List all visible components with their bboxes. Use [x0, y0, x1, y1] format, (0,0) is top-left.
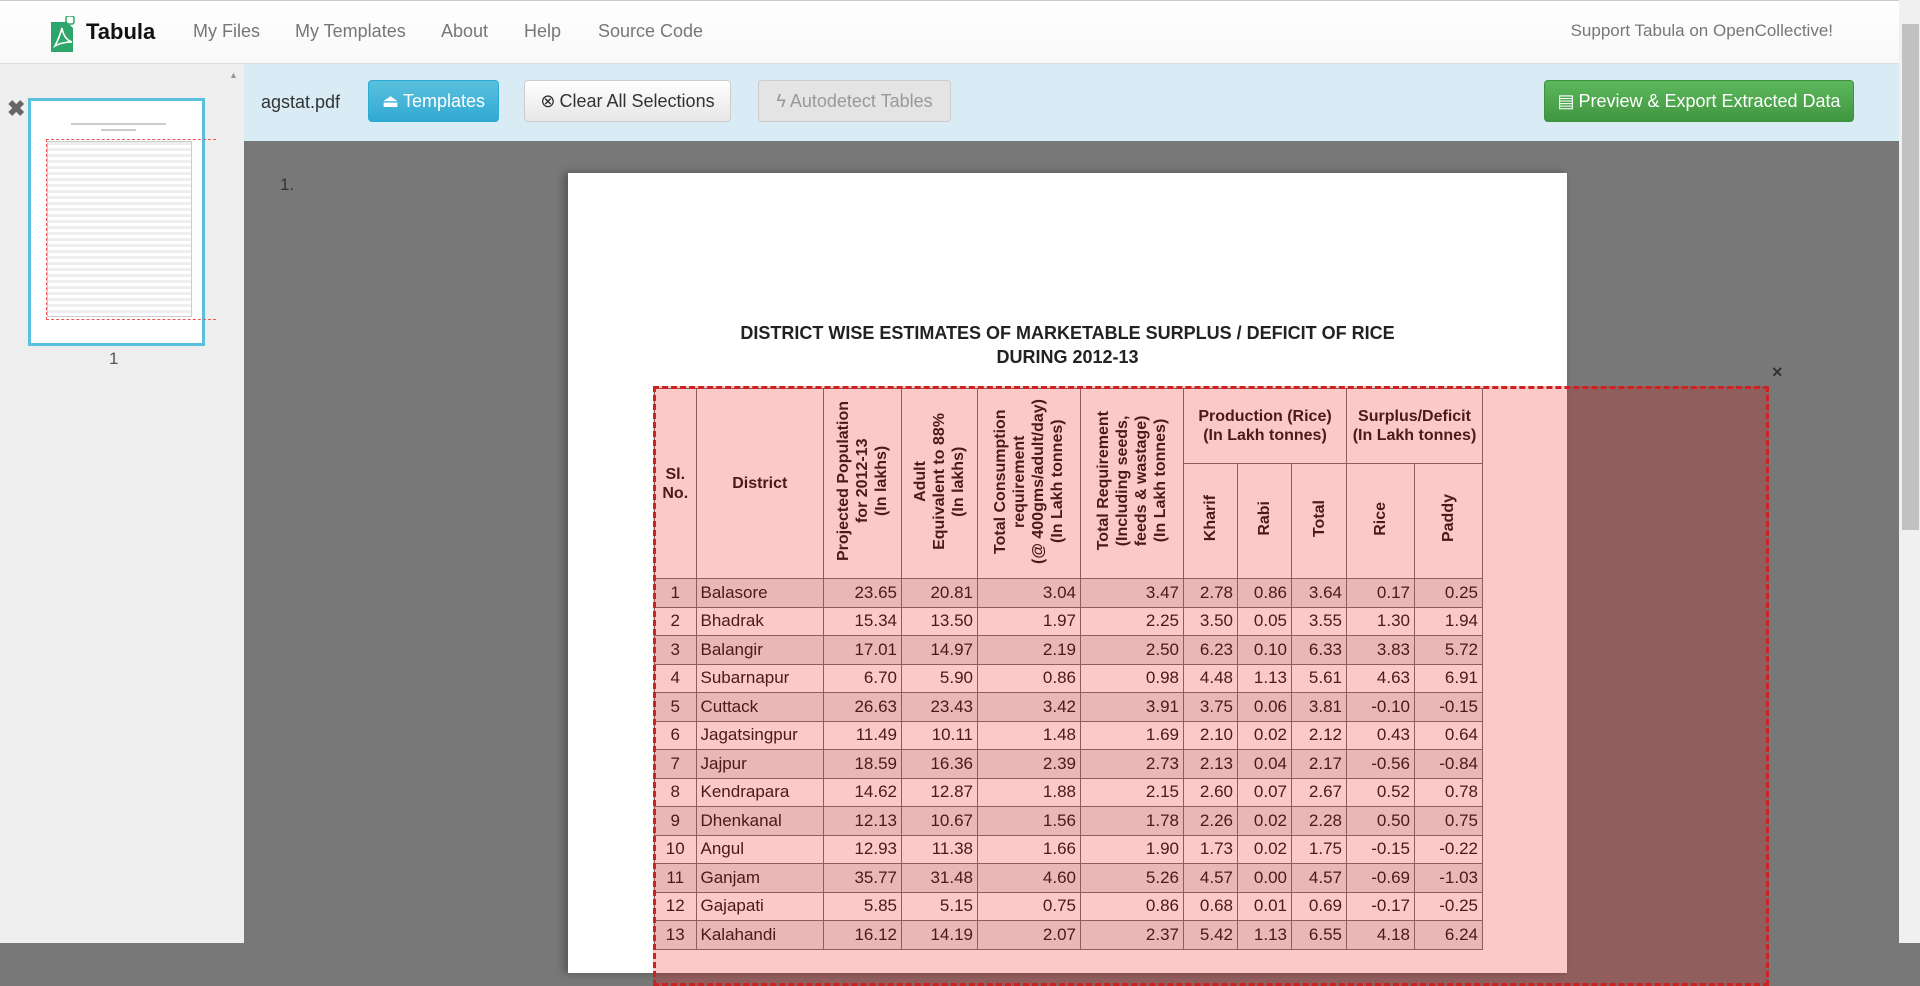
- table-cell: 4.60: [978, 864, 1081, 893]
- table-cell: 4.57: [1292, 864, 1347, 893]
- table-cell: 6.91: [1415, 664, 1483, 693]
- table-cell: 1.73: [1184, 835, 1238, 864]
- table-cell: 0.75: [1415, 807, 1483, 836]
- table-cell: 6.23: [1184, 636, 1238, 665]
- table-cell: Dhenkanal: [696, 807, 824, 836]
- table-cell: -0.15: [1347, 835, 1415, 864]
- table-cell: 18.59: [824, 750, 902, 779]
- table-cell: -0.10: [1347, 693, 1415, 722]
- remove-circle-icon: ⊗: [540, 90, 556, 111]
- table-cell: 3.55: [1292, 607, 1347, 636]
- table-cell: 3.81: [1292, 693, 1347, 722]
- export-label: Preview & Export Extracted Data: [1578, 90, 1841, 111]
- table-cell: -1.03: [1415, 864, 1483, 893]
- table-cell: 0.64: [1415, 721, 1483, 750]
- thumb-title: [101, 129, 136, 131]
- table-cell: 4: [655, 664, 697, 693]
- table-cell: 1.78: [1081, 807, 1184, 836]
- flash-icon: ϟ: [776, 90, 786, 111]
- table-selection[interactable]: [653, 386, 1769, 986]
- table-cell: 14.62: [824, 778, 902, 807]
- table-cell: 5.15: [902, 892, 978, 921]
- table-cell: Subarnapur: [696, 664, 824, 693]
- table-cell: 0.10: [1238, 636, 1292, 665]
- table-cell: 9: [655, 807, 697, 836]
- table-cell: 1.48: [978, 721, 1081, 750]
- table-cell: -0.56: [1347, 750, 1415, 779]
- table-cell: 12: [655, 892, 697, 921]
- table-cell: 2.28: [1292, 807, 1347, 836]
- table-cell: 0.86: [978, 664, 1081, 693]
- table-cell: 12.87: [902, 778, 978, 807]
- table-cell: 0.00: [1238, 864, 1292, 893]
- table-cell: 6.55: [1292, 921, 1347, 950]
- table-cell: 0.06: [1238, 693, 1292, 722]
- table-cell: 10.67: [902, 807, 978, 836]
- table-cell: 2.37: [1081, 921, 1184, 950]
- filename: agstat.pdf: [261, 92, 341, 112]
- table-cell: Bhadrak: [696, 607, 824, 636]
- table-cell: 5.72: [1415, 636, 1483, 665]
- table-cell: 0.05: [1238, 607, 1292, 636]
- table-cell: 11.38: [902, 835, 978, 864]
- brand[interactable]: Tabula: [86, 19, 156, 44]
- table-cell: Jagatsingpur: [696, 721, 824, 750]
- table-cell: 2.17: [1292, 750, 1347, 779]
- table-cell: 1.97: [978, 607, 1081, 636]
- nav-about[interactable]: About: [441, 21, 489, 41]
- table-cell: Kalahandi: [696, 921, 824, 950]
- table-cell: 0.02: [1238, 835, 1292, 864]
- header-rabi: Rabi: [1238, 464, 1292, 579]
- table-cell: Kendrapara: [696, 778, 824, 807]
- table-cell: 1: [655, 579, 697, 608]
- table-cell: 0.50: [1347, 807, 1415, 836]
- table-cell: -0.15: [1415, 693, 1483, 722]
- table-cell: 0.07: [1238, 778, 1292, 807]
- clear-label: Clear All Selections: [559, 90, 715, 111]
- thumb-selection: [46, 139, 216, 320]
- table-cell: 0.52: [1347, 778, 1415, 807]
- header-kharif: Kharif: [1184, 464, 1238, 579]
- autodetect-tables-button[interactable]: [758, 80, 951, 122]
- table-cell: 2.73: [1081, 750, 1184, 779]
- table-cell: 2.07: [978, 921, 1081, 950]
- table-cell: 2.10: [1184, 721, 1238, 750]
- table-cell: Balasore: [696, 579, 824, 608]
- table-cell: 3.91: [1081, 693, 1184, 722]
- nav-my-files[interactable]: My Files: [193, 21, 260, 41]
- table-cell: -0.17: [1347, 892, 1415, 921]
- table-cell: 5.61: [1292, 664, 1347, 693]
- close-selection-icon[interactable]: ×: [1772, 362, 1783, 382]
- remove-page-icon[interactable]: ✖: [7, 96, 26, 121]
- support-link[interactable]: Support Tabula on OpenCollective!: [1570, 21, 1833, 40]
- nav-my-templates[interactable]: My Templates: [295, 21, 406, 41]
- table-cell: 4.63: [1347, 664, 1415, 693]
- table-cell: 3.50: [1184, 607, 1238, 636]
- table-cell: 6: [655, 721, 697, 750]
- table-cell: 2.13: [1184, 750, 1238, 779]
- table-cell: 20.81: [902, 579, 978, 608]
- table-cell: 0.68: [1184, 892, 1238, 921]
- tabula-logo-icon[interactable]: [47, 16, 77, 52]
- table-cell: 8: [655, 778, 697, 807]
- table-cell: 4.48: [1184, 664, 1238, 693]
- table-cell: 2.67: [1292, 778, 1347, 807]
- table-cell: 3.83: [1347, 636, 1415, 665]
- header-adult-equivalent: Adult Equivalent to 88% (In lakhs): [902, 389, 978, 579]
- table-cell: 3: [655, 636, 697, 665]
- table-cell: 10.11: [902, 721, 978, 750]
- table-cell: 13: [655, 921, 697, 950]
- header-population: Projected Population for 2012-13 (In lakhs): [824, 389, 902, 579]
- table-cell: 2.19: [978, 636, 1081, 665]
- table-cell: 14.19: [902, 921, 978, 950]
- table-cell: 1.75: [1292, 835, 1347, 864]
- header-consumption: Total Consumption requirement (@ 400gms/adult/day) (In Lakh tonnes): [978, 389, 1081, 579]
- table-cell: 16.12: [824, 921, 902, 950]
- table-cell: 31.48: [902, 864, 978, 893]
- table-cell: 7: [655, 750, 697, 779]
- table-cell: 3.47: [1081, 579, 1184, 608]
- table-cell: 3.04: [978, 579, 1081, 608]
- table-cell: Ganjam: [696, 864, 824, 893]
- table-cell: 2.26: [1184, 807, 1238, 836]
- table-cell: 5.90: [902, 664, 978, 693]
- nav-source-code[interactable]: Source Code: [598, 21, 704, 41]
- table-cell: 2.60: [1184, 778, 1238, 807]
- table-cell: 23.65: [824, 579, 902, 608]
- table-cell: 0.86: [1081, 892, 1184, 921]
- table-cell: 0.02: [1238, 807, 1292, 836]
- table-cell: 1.90: [1081, 835, 1184, 864]
- header-slno: Sl. No.: [655, 389, 697, 579]
- table-cell: Cuttack: [696, 693, 824, 722]
- table-cell: 3.75: [1184, 693, 1238, 722]
- scroll-up-icon[interactable]: ▲: [229, 70, 238, 80]
- header-district: District: [696, 389, 824, 579]
- table-cell: 3.64: [1292, 579, 1347, 608]
- table-cell: 2.12: [1292, 721, 1347, 750]
- table-cell: 1.30: [1347, 607, 1415, 636]
- page-thumbnail[interactable]: [28, 98, 205, 346]
- clear-all-selections-button[interactable]: [524, 80, 731, 122]
- table-cell: 0.25: [1415, 579, 1483, 608]
- table-cell: 0.98: [1081, 664, 1184, 693]
- header-total: Total: [1292, 464, 1347, 579]
- header-surplus: Surplus/Deficit (In Lakh tonnes): [1347, 389, 1483, 464]
- table-cell: 13.50: [902, 607, 978, 636]
- list-icon: ▤: [1557, 90, 1575, 111]
- table-cell: 35.77: [824, 864, 902, 893]
- table-cell: 16.36: [902, 750, 978, 779]
- sidebar-scrollbar[interactable]: [223, 64, 244, 943]
- table-cell: 1.13: [1238, 664, 1292, 693]
- table-cell: 2.25: [1081, 607, 1184, 636]
- table-cell: 6.33: [1292, 636, 1347, 665]
- table-cell: 23.43: [902, 693, 978, 722]
- table-cell: 2.50: [1081, 636, 1184, 665]
- table-cell: 1.69: [1081, 721, 1184, 750]
- thumbnail-page-number: 1: [109, 349, 119, 368]
- page-label: 1.: [280, 175, 295, 194]
- table-cell: 0.75: [978, 892, 1081, 921]
- table-cell: 1.56: [978, 807, 1081, 836]
- table-cell: 12.13: [824, 807, 902, 836]
- table-cell: 4.18: [1347, 921, 1415, 950]
- table-cell: 14.97: [902, 636, 978, 665]
- table-cell: -0.69: [1347, 864, 1415, 893]
- templates-icon: ⏏: [381, 90, 399, 111]
- table-cell: Jajpur: [696, 750, 824, 779]
- table-cell: 2.39: [978, 750, 1081, 779]
- table-cell: 2.78: [1184, 579, 1238, 608]
- header-requirement: Total Requirement (Including seeds, feeds & wastage) (In Lakh tonnes): [1081, 389, 1184, 579]
- table-cell: 0.43: [1347, 721, 1415, 750]
- navbar: [0, 0, 1899, 64]
- table-cell: 26.63: [824, 693, 902, 722]
- table-cell: 17.01: [824, 636, 902, 665]
- table-cell: 0.69: [1292, 892, 1347, 921]
- thumb-title: [71, 123, 166, 125]
- table-cell: -0.25: [1415, 892, 1483, 921]
- table-cell: 10: [655, 835, 697, 864]
- table-cell: 0.17: [1347, 579, 1415, 608]
- nav-help[interactable]: Help: [524, 21, 562, 41]
- table-cell: Angul: [696, 835, 824, 864]
- table-cell: -0.22: [1415, 835, 1483, 864]
- table-cell: Balangir: [696, 636, 824, 665]
- header-paddy: Paddy: [1415, 464, 1483, 579]
- table-cell: 11: [655, 864, 697, 893]
- page-scrollbar-thumb[interactable]: [1902, 24, 1919, 530]
- table-cell: 5.26: [1081, 864, 1184, 893]
- table-cell: 5: [655, 693, 697, 722]
- table-cell: 11.49: [824, 721, 902, 750]
- table-cell: 4.57: [1184, 864, 1238, 893]
- templates-label: Templates: [402, 90, 486, 111]
- table-cell: 5.85: [824, 892, 902, 921]
- table-cell: 0.78: [1415, 778, 1483, 807]
- title-line-1: DISTRICT WISE ESTIMATES OF MARKETABLE SURPLUS / DEFICIT OF RICE: [740, 323, 1395, 343]
- header-rice: Rice: [1347, 464, 1415, 579]
- table-cell: 1.94: [1415, 607, 1483, 636]
- table-cell: 1.88: [978, 778, 1081, 807]
- table-cell: 0.86: [1238, 579, 1292, 608]
- table-cell: Gajapati: [696, 892, 824, 921]
- document-title: [568, 321, 1567, 369]
- table-cell: -0.84: [1415, 750, 1483, 779]
- templates-button[interactable]: [368, 80, 499, 122]
- title-line-2: DURING 2012-13: [996, 347, 1139, 367]
- table-cell: 6.24: [1415, 921, 1483, 950]
- autodetect-label: Autodetect Tables: [789, 90, 933, 111]
- preview-export-button[interactable]: [1544, 80, 1854, 122]
- table-cell: 2: [655, 607, 697, 636]
- table-cell: 12.93: [824, 835, 902, 864]
- table-cell: 0.01: [1238, 892, 1292, 921]
- table-cell: 1.66: [978, 835, 1081, 864]
- table-cell: 15.34: [824, 607, 902, 636]
- table-cell: 3.42: [978, 693, 1081, 722]
- table-cell: 1.13: [1238, 921, 1292, 950]
- table-cell: 2.15: [1081, 778, 1184, 807]
- table-cell: 0.04: [1238, 750, 1292, 779]
- header-production: Production (Rice) (In Lakh tonnes): [1184, 389, 1347, 464]
- table-cell: 6.70: [824, 664, 902, 693]
- table-cell: 0.02: [1238, 721, 1292, 750]
- table-cell: 5.42: [1184, 921, 1238, 950]
- toolbar: [244, 64, 1899, 141]
